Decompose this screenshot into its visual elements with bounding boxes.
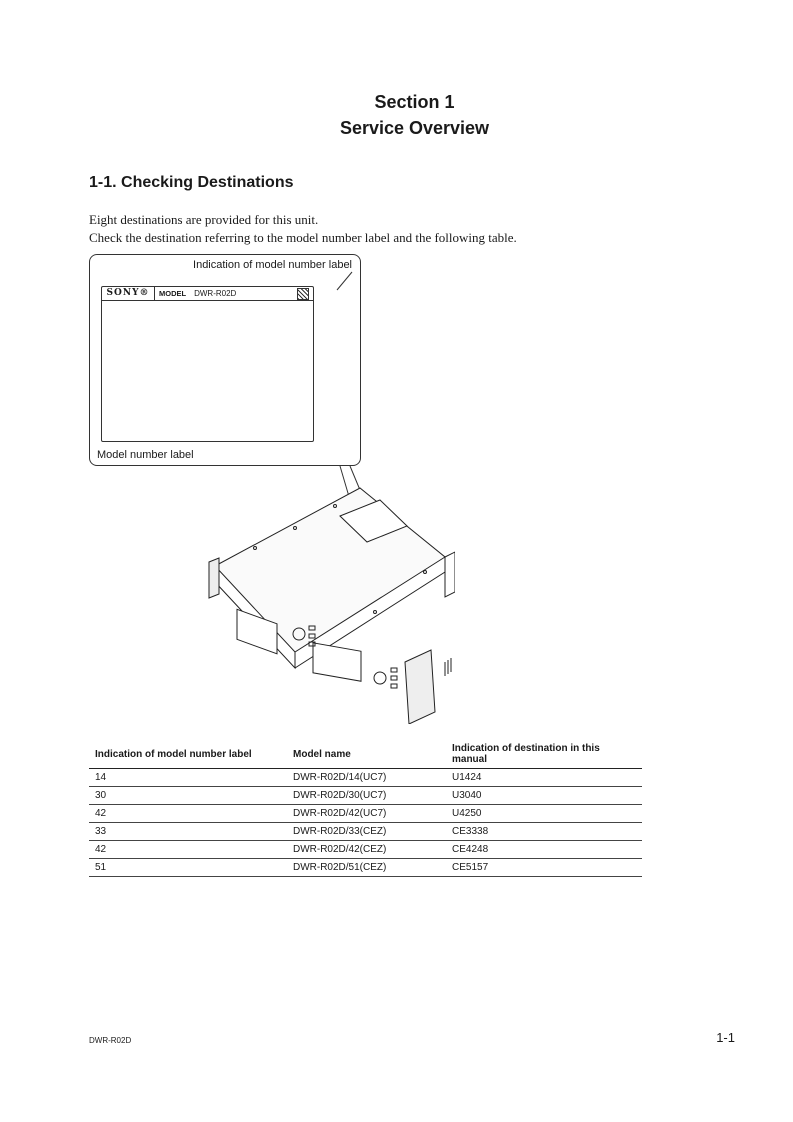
table-header-row [89, 740, 642, 769]
section-title: Service Overview [339, 118, 490, 138]
intro-paragraph-2: Check the destination referring to the model number label and the following table. [89, 230, 517, 245]
cell-destination: U4250 [446, 805, 642, 823]
table-row [89, 769, 642, 787]
cell-indication: 51 [89, 859, 287, 877]
callout-bottom-label: Model number label [97, 449, 194, 461]
cell-model: DWR-R02D/42(UC7) [287, 805, 446, 823]
unit-illustration [195, 462, 455, 724]
cell-model: DWR-R02D/14(UC7) [287, 769, 446, 787]
table-row [89, 859, 642, 877]
subsection-heading: 1-1. Checking Destinations [89, 174, 294, 191]
model-value: DWR-R02D [194, 289, 237, 298]
brand-logo: SONY® [102, 287, 155, 300]
destination-table [89, 740, 642, 877]
cell-indication: 42 [89, 841, 287, 859]
cell-destination: CE4248 [446, 841, 642, 859]
footer-model: DWR-R02D [89, 1036, 132, 1045]
cell-destination: U3040 [446, 787, 642, 805]
cell-model: DWR-R02D/51(CEZ) [287, 859, 446, 877]
plate-header [102, 287, 313, 301]
cell-model: DWR-R02D/33(CEZ) [287, 823, 446, 841]
page-number: 1-1 [716, 1030, 735, 1045]
cell-indication: 30 [89, 787, 287, 805]
cell-destination: CE3338 [446, 823, 642, 841]
cell-destination: CE5157 [446, 859, 642, 877]
intro-paragraph-1: Eight destinations are provided for this unit. [89, 212, 319, 227]
model-word: MODEL [159, 289, 187, 298]
table-row [89, 823, 642, 841]
cell-indication: 33 [89, 823, 287, 841]
model-number-plate [101, 286, 314, 442]
cell-model: DWR-R02D/42(CEZ) [287, 841, 446, 859]
table-row [89, 787, 642, 805]
cell-destination: U1424 [446, 769, 642, 787]
table-row [89, 805, 642, 823]
hatched-mark-icon [297, 288, 309, 300]
section-number: Section 1 [374, 92, 455, 112]
header-model-name: Model name [287, 740, 446, 769]
cell-model: DWR-R02D/30(UC7) [287, 787, 446, 805]
header-label-indication: Indication of model number label [89, 740, 287, 769]
callout-top-label: Indication of model number label [193, 259, 352, 271]
table-row [89, 841, 642, 859]
cell-indication: 14 [89, 769, 287, 787]
cell-indication: 42 [89, 805, 287, 823]
header-destination: Indication of destination in this manual [446, 740, 642, 769]
